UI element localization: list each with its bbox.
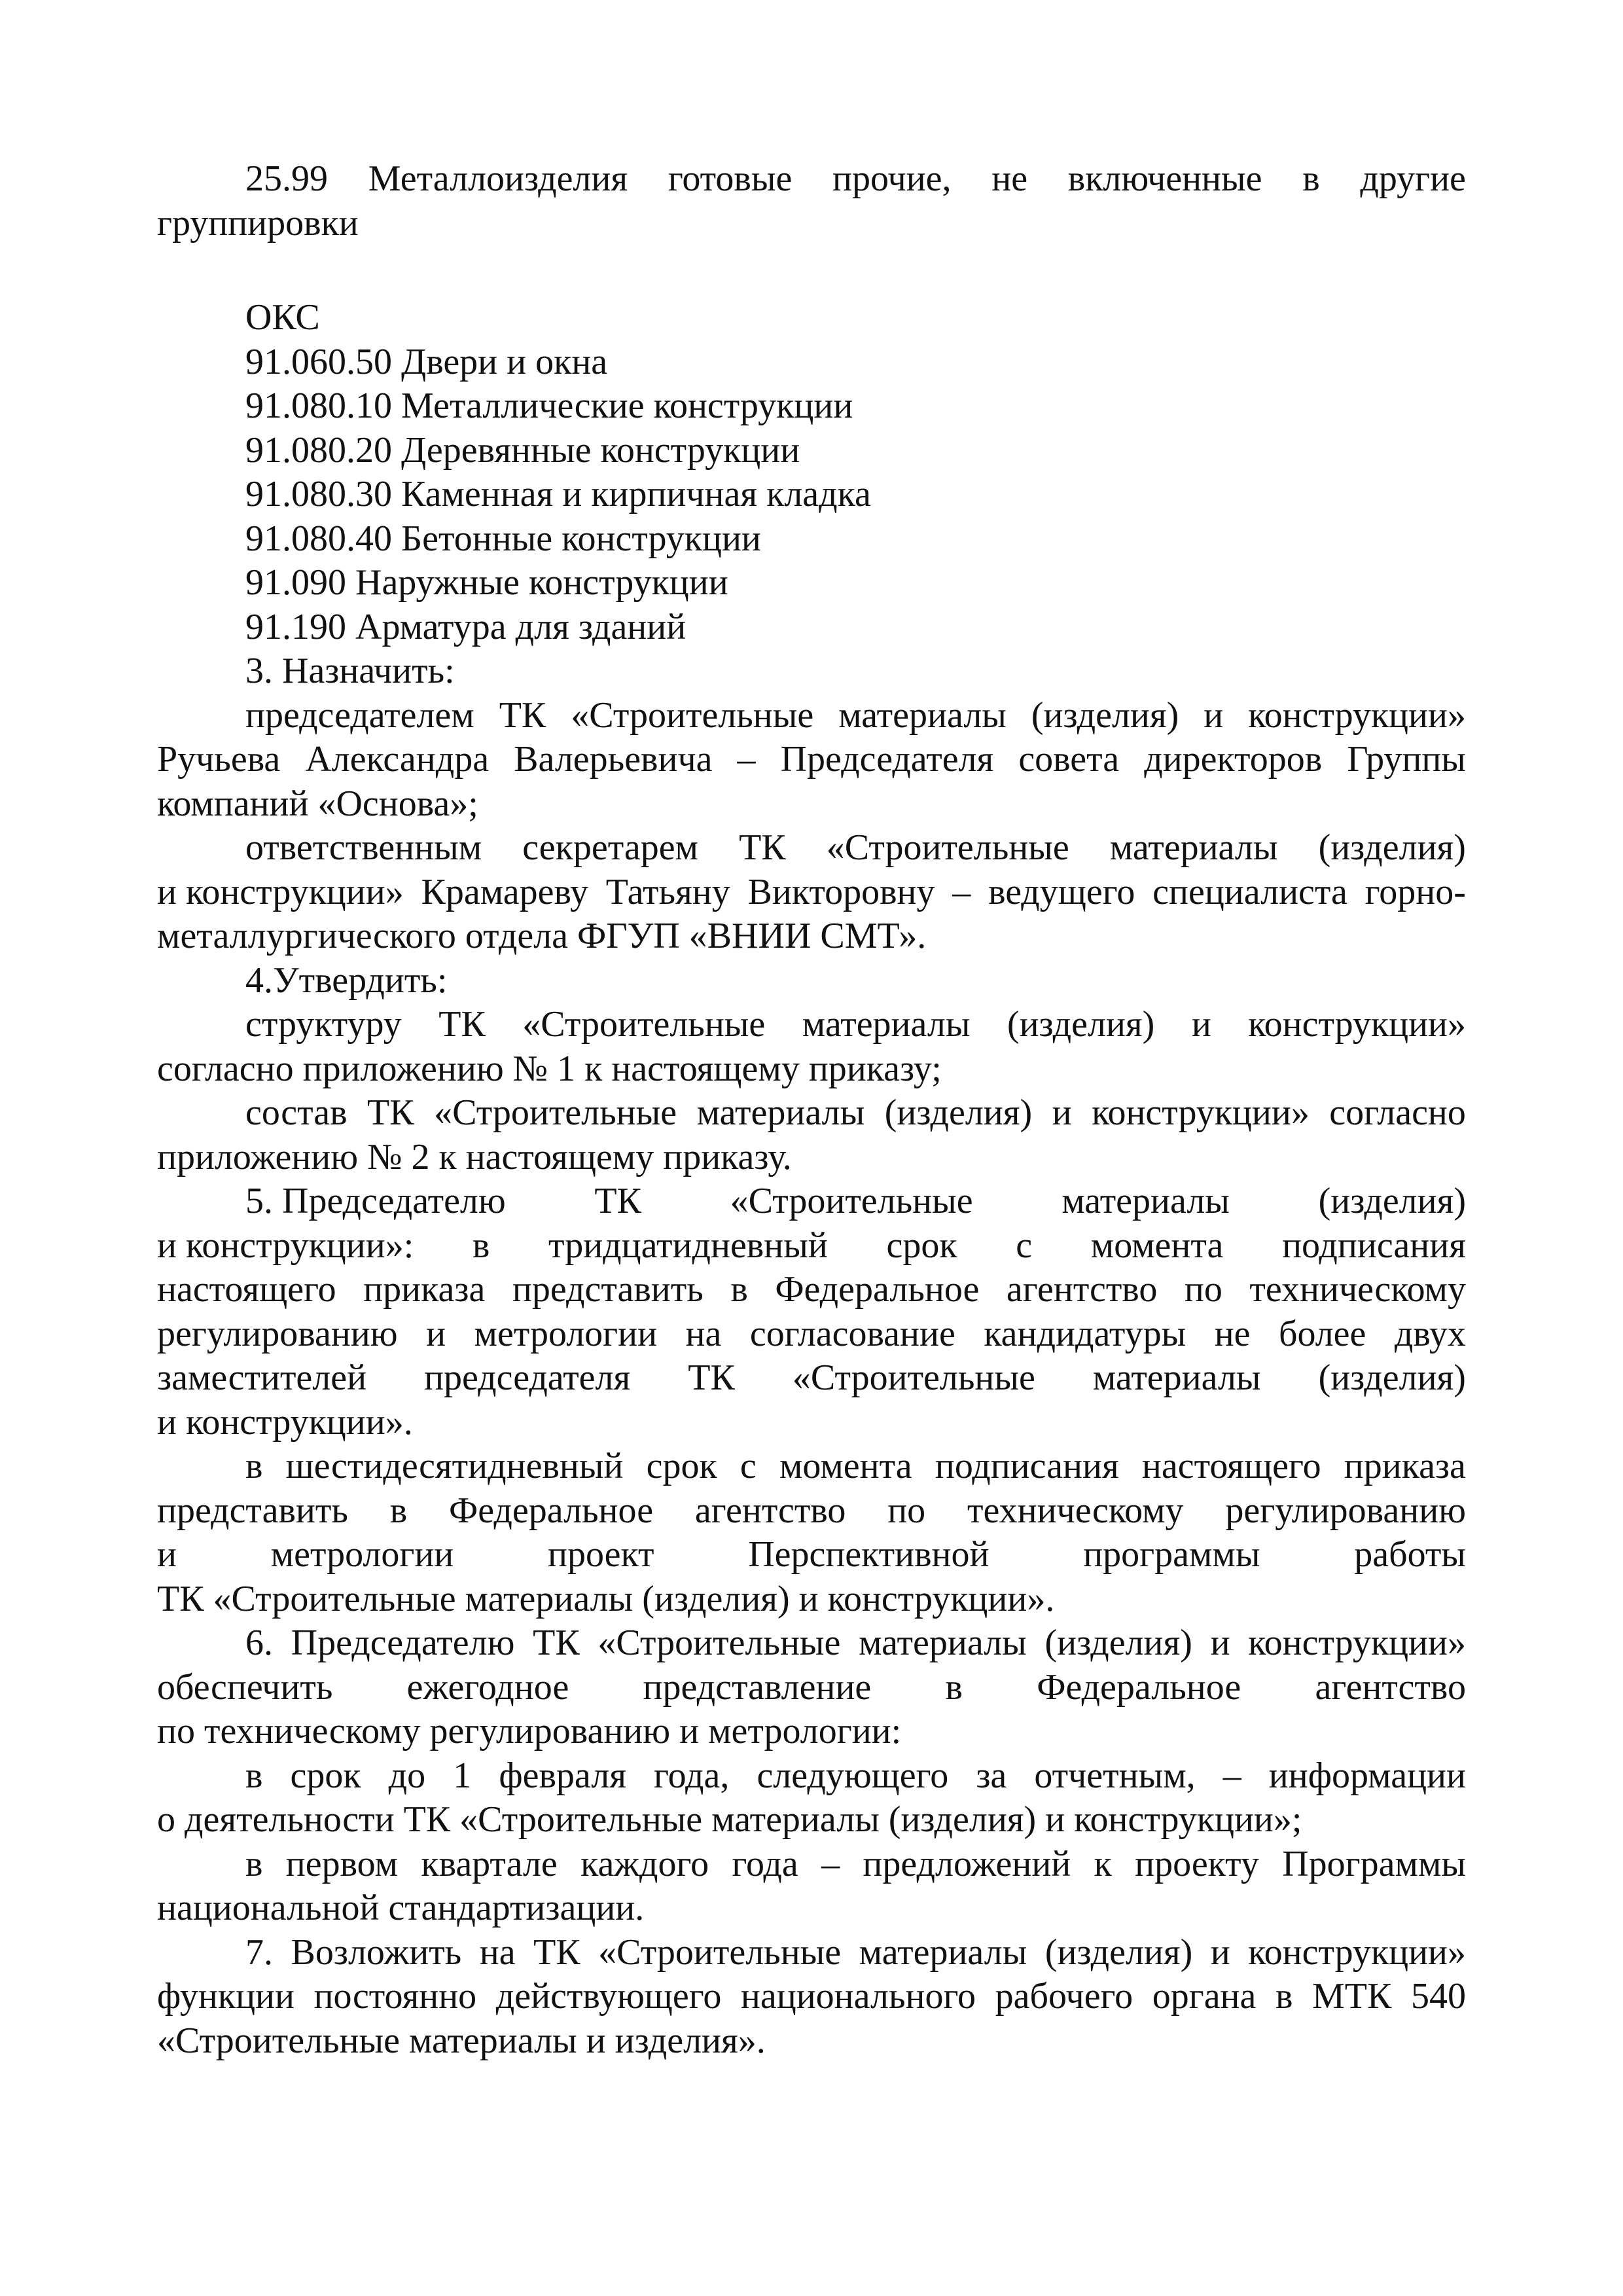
word: Федеральное xyxy=(449,1490,654,1531)
word: Валерьевича xyxy=(514,739,713,780)
justified-line xyxy=(157,826,1466,870)
paragraph-last-line: по техническому регулированию и метрологии: xyxy=(157,1711,902,1751)
word: ТК xyxy=(739,827,786,868)
word: года, xyxy=(654,1755,730,1796)
paragraph-last-line: компаний «Основа»; xyxy=(157,783,478,824)
paragraph-last-line: приложению № 2 к настоящему приказу. xyxy=(157,1136,792,1177)
word: конструкции» xyxy=(1248,1931,1466,1973)
item-7 xyxy=(157,1931,1466,2064)
word: двух xyxy=(1394,1313,1466,1354)
word: включенные xyxy=(1067,158,1262,199)
word: заместителей xyxy=(157,1357,367,1398)
word: ТК xyxy=(533,1931,580,1973)
word: до xyxy=(388,1755,426,1796)
word: Татьяну xyxy=(605,871,730,912)
justified-line xyxy=(157,1754,1466,1799)
word: горно- xyxy=(1364,871,1466,912)
word: в xyxy=(389,1490,408,1531)
oks-code: 91.080.10 Металлические конструкции xyxy=(245,386,853,426)
word: Программы xyxy=(1282,1843,1466,1884)
word: конструкции» xyxy=(1092,1092,1310,1133)
word: шестидесятидневный xyxy=(285,1446,624,1486)
word: приказа xyxy=(1344,1446,1466,1486)
word: проект xyxy=(548,1534,654,1575)
paragraph-last-line: национальной стандартизации. xyxy=(157,1888,645,1928)
word: и xyxy=(1210,1623,1230,1663)
word: агентство xyxy=(1315,1666,1466,1708)
word: квартале xyxy=(421,1843,558,1884)
word: за xyxy=(976,1755,1007,1796)
paragraph-last-line: «Строительные материалы и изделия». xyxy=(157,2020,766,2061)
word: с xyxy=(740,1446,757,1486)
word: (изделия) xyxy=(1318,1181,1466,1221)
justified-line xyxy=(157,1489,1466,1534)
word: и конструкции»: xyxy=(157,1225,414,1266)
word: и xyxy=(426,1313,446,1354)
word: (изделия) xyxy=(884,1092,1033,1133)
word: функции xyxy=(157,1976,294,2017)
item-5 xyxy=(157,1179,1466,1621)
word: февраля xyxy=(499,1755,626,1796)
word: конструкции» xyxy=(1248,1623,1466,1663)
word: регулированию xyxy=(1225,1490,1466,1531)
word: ТК xyxy=(438,1004,486,1045)
paragraph-gap xyxy=(157,245,1466,296)
oks-code: 91.090 Наружные конструкции xyxy=(245,562,728,603)
word: и xyxy=(1191,1004,1211,1045)
word: совета xyxy=(1018,739,1120,780)
word: Ручьева xyxy=(157,739,281,780)
word: ТК xyxy=(533,1623,580,1663)
word: каждого xyxy=(580,1843,709,1884)
word: рабочего xyxy=(995,1976,1133,2017)
word: представить xyxy=(512,1269,704,1310)
word: «Строительные xyxy=(730,1181,973,1221)
section-2599-continuation: группировки xyxy=(157,202,359,243)
word: в xyxy=(945,1666,963,1708)
justified-line xyxy=(157,1091,1466,1136)
word: председателя xyxy=(424,1357,631,1398)
oks-code: 91.190 Арматура для зданий xyxy=(245,606,687,647)
word: техническому xyxy=(967,1490,1184,1531)
item-3-heading: 3. Назначить: xyxy=(245,651,455,691)
word: ежегодное xyxy=(406,1666,569,1708)
word: метрологии xyxy=(270,1534,454,1575)
word: 25.99 xyxy=(245,158,328,199)
word: в xyxy=(245,1446,263,1486)
item-4-heading: 4.Утвердить: xyxy=(245,960,448,1001)
word: «Строительные xyxy=(597,1623,841,1663)
word: 6. xyxy=(245,1623,273,1663)
word: 1 xyxy=(453,1755,472,1796)
word: готовые xyxy=(668,158,793,199)
justified-line xyxy=(157,1666,1466,1710)
word: (изделия) xyxy=(1044,1623,1192,1663)
word: директоров xyxy=(1144,739,1323,780)
paragraph-last-line: согласно приложению № 1 к настоящему приказу; xyxy=(157,1048,942,1089)
word: представление xyxy=(643,1666,872,1708)
word: прочие, xyxy=(832,158,952,199)
justified-line xyxy=(157,870,1466,915)
word: материалы xyxy=(802,1004,971,1045)
word: материалы xyxy=(1109,827,1278,868)
oks-block xyxy=(157,296,1466,649)
justified-line xyxy=(157,1931,1466,1975)
word: (изделия) xyxy=(1044,1931,1193,1973)
justified-line xyxy=(157,1533,1466,1577)
document-page xyxy=(157,157,1466,2063)
word: постоянно xyxy=(313,1976,477,2017)
justified-line xyxy=(157,1179,1466,1224)
word: момента xyxy=(779,1446,912,1486)
word: агентство xyxy=(1006,1269,1158,1310)
word: ТК xyxy=(688,1357,735,1398)
justified-line xyxy=(157,1621,1466,1666)
word: работы xyxy=(1354,1534,1466,1575)
word: в xyxy=(245,1755,263,1796)
word: года xyxy=(732,1843,798,1884)
justified-line xyxy=(157,1842,1466,1887)
oks-code: 91.080.20 Деревянные конструкции xyxy=(245,429,800,471)
word: информации xyxy=(1268,1755,1466,1796)
word: обеспечить xyxy=(157,1666,333,1708)
word: не xyxy=(991,158,1028,199)
word: и xyxy=(1210,1931,1230,1973)
word: «Строительные xyxy=(792,1357,1035,1398)
justified-line xyxy=(157,1356,1466,1401)
word: материалы xyxy=(696,1092,865,1133)
word: первом xyxy=(285,1843,399,1884)
word: программы xyxy=(1083,1534,1260,1575)
word: (изделия) xyxy=(1318,827,1466,868)
word: согласование xyxy=(749,1313,955,1354)
oks-code: 91.060.50 Двери и окна xyxy=(245,341,608,382)
word: «Строительные xyxy=(434,1092,677,1133)
word: с xyxy=(1016,1225,1033,1266)
word: действующего xyxy=(495,1976,722,2017)
word: (изделия) xyxy=(1007,1004,1155,1045)
word: национального xyxy=(740,1976,976,2017)
word: органа xyxy=(1152,1976,1257,2017)
word: конструкции» xyxy=(1248,694,1466,736)
word: ведущего xyxy=(988,871,1135,912)
justified-line xyxy=(157,157,1466,202)
word: Викторовну xyxy=(747,871,935,912)
word: в xyxy=(730,1269,748,1310)
word: материалы xyxy=(838,694,1007,736)
word: по xyxy=(887,1490,926,1531)
word: секретарем xyxy=(522,827,698,868)
item-4 xyxy=(157,959,1466,1180)
word: – xyxy=(737,739,756,780)
justified-line xyxy=(157,1975,1466,2019)
word: Крамареву xyxy=(421,871,588,912)
word: Александра xyxy=(305,739,490,780)
word: Федеральное xyxy=(1037,1666,1241,1708)
word: Председателя xyxy=(780,739,994,780)
paragraph-last-line: ТК «Строительные материалы (изделия) и конструкции». xyxy=(157,1578,1055,1619)
word: срок xyxy=(646,1446,717,1486)
justified-line xyxy=(157,1224,1466,1268)
word: Возложить xyxy=(291,1931,462,1973)
word: материалы xyxy=(859,1623,1027,1663)
word: 540 xyxy=(1410,1976,1466,2017)
word: срок xyxy=(886,1225,957,1266)
word: «Строительные xyxy=(598,1931,842,1973)
word: и конструкции» xyxy=(157,871,404,912)
justified-line xyxy=(157,694,1466,738)
word: более xyxy=(1278,1313,1366,1354)
item-6 xyxy=(157,1621,1466,1931)
word: подписания xyxy=(1282,1225,1466,1266)
word: на xyxy=(479,1931,516,1973)
word: в xyxy=(245,1843,263,1884)
word: по xyxy=(1184,1269,1222,1310)
word: ответственным xyxy=(245,827,482,868)
paragraph-last-line: и конструкции». xyxy=(157,1401,413,1443)
word: настоящего xyxy=(157,1269,336,1310)
word: представить xyxy=(157,1490,348,1531)
word: приказа xyxy=(363,1269,486,1310)
word: ТК xyxy=(499,694,546,736)
word: материалы xyxy=(859,1931,1027,1973)
item-3 xyxy=(157,649,1466,959)
word: отчетным, xyxy=(1034,1755,1196,1796)
word: агентство xyxy=(694,1490,846,1531)
word: «Строительные xyxy=(826,827,1069,868)
word: материалы xyxy=(1061,1181,1230,1221)
word: к xyxy=(1094,1843,1112,1884)
word: – xyxy=(821,1843,840,1884)
word: специалиста xyxy=(1152,871,1347,912)
word: проекту xyxy=(1135,1843,1259,1884)
word: структуру xyxy=(245,1004,402,1045)
word: МТК xyxy=(1312,1976,1392,2017)
word: и xyxy=(1204,694,1224,736)
word: (изделия) xyxy=(1318,1357,1466,1398)
word: – xyxy=(952,871,971,912)
word: «Строительные xyxy=(522,1004,766,1045)
justified-line xyxy=(157,1268,1466,1312)
word: в xyxy=(472,1225,490,1266)
word: «Строительные xyxy=(571,694,814,736)
word: 7. xyxy=(245,1931,273,1973)
word: конструкции» xyxy=(1248,1004,1466,1045)
oks-code: 91.080.30 Каменная и кирпичная кладка xyxy=(245,474,871,514)
word: 5. Председателю xyxy=(245,1181,506,1221)
word: ТК xyxy=(367,1092,414,1133)
word: другие xyxy=(1360,158,1466,199)
word: момента xyxy=(1090,1225,1224,1266)
word: подписания xyxy=(935,1446,1119,1486)
word: Председателю xyxy=(291,1623,515,1663)
word: материалы xyxy=(1092,1357,1261,1398)
word: – xyxy=(1222,1755,1241,1796)
paragraph-last-line: металлургического отдела ФГУП «ВНИИ СМТ». xyxy=(157,916,927,956)
oks-heading: ОКС xyxy=(245,297,320,338)
word: регулированию xyxy=(157,1313,398,1354)
word: настоящего xyxy=(1141,1446,1321,1486)
justified-line xyxy=(157,1312,1466,1357)
word: и xyxy=(1052,1092,1072,1133)
word: (изделия) xyxy=(1031,694,1179,736)
word: кандидатуры xyxy=(984,1313,1186,1354)
word: на xyxy=(685,1313,722,1354)
justified-line xyxy=(157,1444,1466,1489)
word: Группы xyxy=(1347,739,1466,780)
word: предложений xyxy=(863,1843,1071,1884)
word: метрологии xyxy=(474,1313,658,1354)
word: срок xyxy=(290,1755,361,1796)
justified-line xyxy=(157,1003,1466,1047)
word: в xyxy=(1302,158,1320,199)
word: Металлоизделия xyxy=(368,158,628,199)
word: в xyxy=(1275,1976,1293,2017)
word: не xyxy=(1214,1313,1251,1354)
word: состав xyxy=(245,1092,348,1133)
word: техническому xyxy=(1249,1269,1466,1310)
word: ТК xyxy=(594,1181,641,1221)
section-2599 xyxy=(157,157,1466,245)
word: тридцатидневный xyxy=(548,1225,828,1266)
word: и xyxy=(157,1534,177,1575)
word: согласно xyxy=(1329,1092,1466,1133)
word: следующего xyxy=(757,1755,949,1796)
word: Федеральное xyxy=(775,1269,980,1310)
oks-code: 91.080.40 Бетонные конструкции xyxy=(245,518,761,559)
justified-line xyxy=(157,738,1466,782)
paragraph-last-line: о деятельности ТК «Строительные материалы (изделия) и конструкции»; xyxy=(157,1799,1302,1840)
word: председателем xyxy=(245,694,474,736)
word: Перспективной xyxy=(748,1534,990,1575)
